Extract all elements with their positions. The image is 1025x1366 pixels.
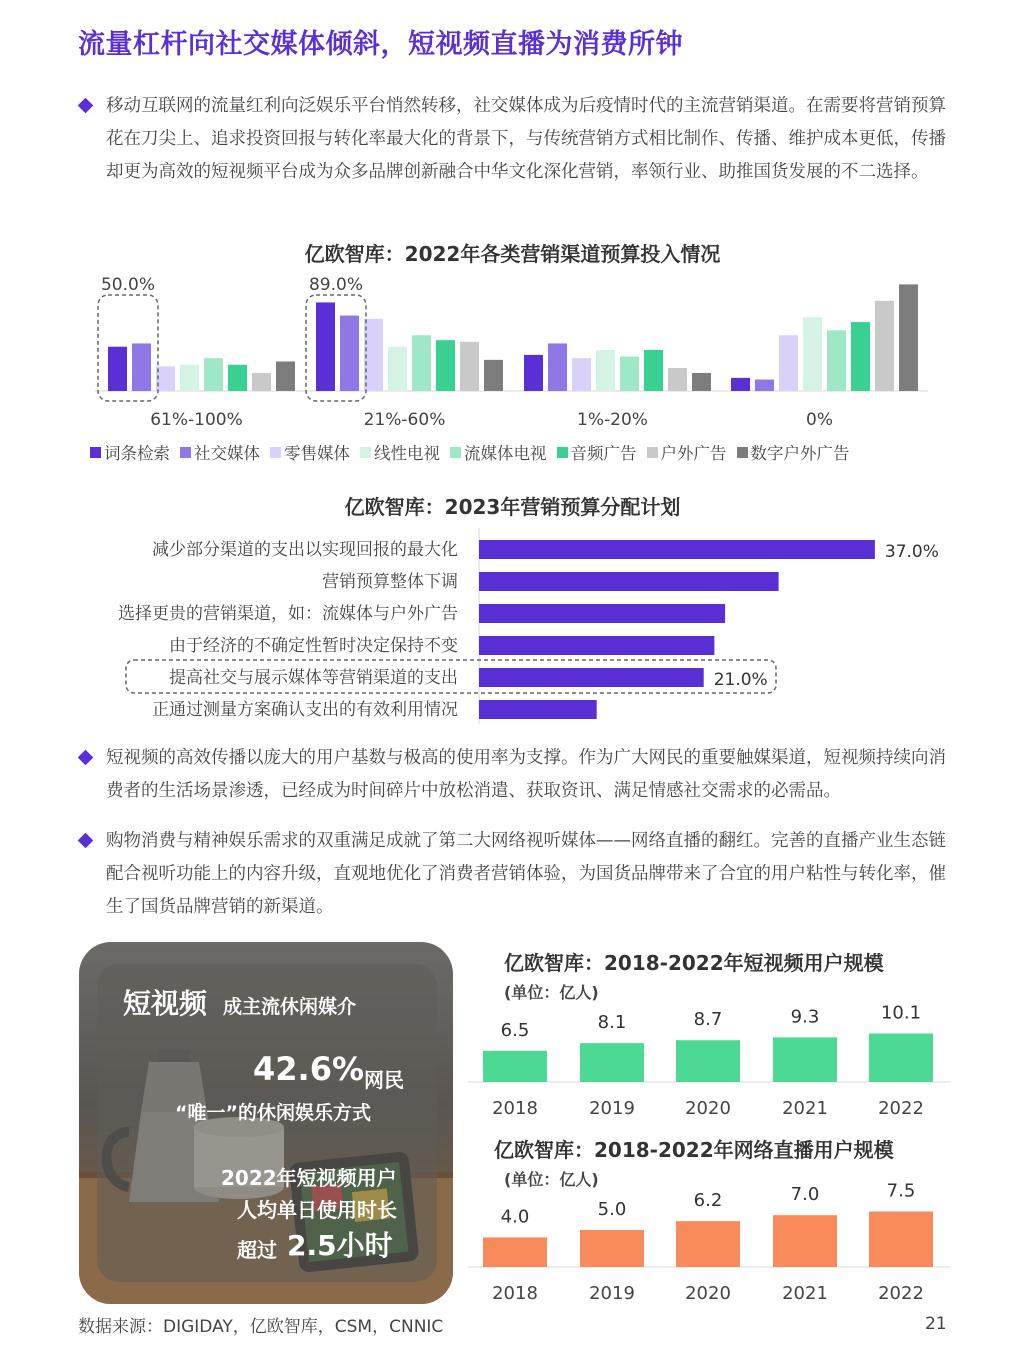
small-chart-bar	[869, 1212, 933, 1268]
small-chart-category-label: 2018	[492, 1098, 538, 1119]
chart1-bar	[388, 347, 407, 391]
chart2-value-label: 37.0%	[884, 542, 939, 562]
chart1-bar	[779, 335, 798, 391]
chart1-legend-item	[647, 440, 727, 464]
chart1-annotation-label: 50.0%	[100, 275, 156, 295]
small-chart-category-label: 2018	[492, 1283, 538, 1304]
legend-swatch	[737, 447, 748, 458]
small-chart-bar	[483, 1051, 547, 1082]
paragraph-2	[80, 742, 948, 808]
legend-swatch	[647, 447, 658, 458]
bullet-diamond-icon	[78, 98, 94, 114]
legend-swatch	[90, 447, 101, 458]
paragraph-3	[80, 825, 948, 924]
small-chart-category-label: 2019	[589, 1283, 635, 1304]
photo-card	[79, 942, 453, 1304]
legend-label: 词条检索	[104, 444, 170, 463]
chart1-bar	[803, 317, 822, 391]
legend-swatch	[270, 447, 281, 458]
paragraph-1	[80, 90, 948, 189]
chart2-category-label: 营销预算整体下调	[322, 572, 458, 592]
chart1-bar	[484, 360, 503, 391]
legend-label: 零售媒体	[284, 444, 350, 463]
legend-swatch	[450, 447, 461, 458]
chart1-bar	[364, 319, 383, 391]
small-chart-value-label: 9.3	[790, 1006, 820, 1028]
chart1-category-label: 1%-20%	[577, 410, 648, 430]
paragraph-3-text: 购物消费与精神娱乐需求的双重满足成就了第二大网络视听媒体——网络直播的翻红。完善的直播产业生态链配合视听功能上的内容升级，直观地优化了消费者营销体验，为国货品牌带来了合宜的用户粘性与转化率，催生了国货品牌营销的新渠道。	[106, 831, 946, 917]
chart1-bar	[668, 368, 687, 391]
legend-label: 音频广告	[570, 444, 637, 463]
chart2-category-label: 提高社交与展示媒体等营销渠道的支出	[169, 668, 458, 688]
photo-heading-big: 短视频	[123, 987, 208, 1020]
chart2-category-label: 选择更贵的营销渠道，如：流媒体与户外广告	[118, 604, 458, 624]
chart1-bar	[755, 380, 774, 391]
chart1-legend	[90, 440, 850, 464]
legend-swatch	[360, 447, 371, 458]
photo-stat-desc: “唯一”的休闲娱乐方式	[175, 1102, 371, 1124]
small-chart-bar	[580, 1043, 644, 1082]
chart1-legend-item	[360, 440, 440, 464]
chart1-bar	[731, 378, 750, 391]
chart1-bar	[228, 365, 247, 391]
small-chart-value-label: 8.7	[693, 1009, 723, 1031]
page-number: 21	[925, 1314, 947, 1334]
chart2-value-label: 21.0%	[713, 670, 768, 690]
small-chart-value-label: 8.1	[597, 1012, 627, 1034]
small-chart-bar	[869, 1034, 933, 1082]
photo-stat-value: 42.6%	[253, 1050, 365, 1088]
chart1-bar	[620, 357, 639, 391]
chart1-bar	[596, 350, 615, 391]
photo-line-3-prefix: 超过	[237, 1238, 277, 1262]
chart2-category-label: 由于经济的不确定性暂时决定保持不变	[169, 636, 458, 656]
paragraph-2-text: 短视频的高效传播以庞大的用户基数与极高的使用率为支撑。作为广大网民的重要触媒渠道，短视频持续向消费者的生活场景渗透，已经成为时间碎片中放松消遣、获取资讯、满足情感社交需求的必需品。	[106, 748, 946, 801]
data-source-footer: 数据来源：DIGIDAY，亿欧智库，CSM，CNNIC	[78, 1317, 444, 1337]
photo-line-2: 人均单日使用时长	[237, 1198, 397, 1222]
chart1-category-label: 61%-100%	[150, 410, 243, 430]
small-chart-bar	[676, 1221, 740, 1267]
photo-line-3-value: 2.5小时	[287, 1229, 393, 1262]
chart1-bar	[412, 335, 431, 391]
chart1-bar	[204, 358, 223, 391]
small-chart-value-label: 10.1	[880, 1002, 922, 1024]
chart1-bar	[572, 358, 591, 391]
chart1-bar	[851, 322, 870, 391]
chart2-bar	[479, 700, 597, 719]
legend-swatch	[180, 447, 191, 458]
small-chart-bar	[773, 1215, 837, 1267]
photo-heading-small: 成主流休闲媒介	[223, 996, 357, 1018]
page-title: 流量杠杆向社交媒体倾斜，短视频直播为消费所钟	[78, 29, 683, 60]
chart1-legend-item	[737, 440, 850, 464]
chart1-bar	[436, 340, 455, 391]
chart1-bar	[899, 284, 918, 391]
chart1-category-label: 0%	[806, 410, 833, 430]
chart3-title: 亿欧智库：2018-2022年短视频用户规模	[504, 951, 884, 975]
chart2-bar	[479, 604, 725, 623]
chart1-bar	[180, 365, 199, 391]
chart1-svg	[0, 265, 1025, 437]
chart4-title: 亿欧智库：2018-2022年网络直播用户规模	[494, 1138, 894, 1162]
chart2-bar	[479, 668, 704, 687]
chart3-svg	[468, 995, 953, 1125]
small-chart-category-label: 2020	[685, 1283, 731, 1304]
small-chart-bar	[773, 1037, 837, 1082]
chart2-category-label: 正通过测量方案确认支出的有效利用情况	[152, 700, 458, 720]
chart1-bar	[276, 361, 295, 391]
small-chart-category-label: 2021	[782, 1098, 828, 1119]
chart1-bar	[108, 347, 127, 391]
photo-stat-unit: 网民	[364, 1068, 404, 1092]
legend-label: 线性电视	[374, 444, 440, 463]
chart2-category-label: 减少部分渠道的支出以实现回报的最大化	[152, 540, 458, 560]
small-chart-value-label: 5.0	[597, 1199, 627, 1220]
chart1-legend-item	[180, 440, 260, 464]
small-chart-value-label: 7.5	[886, 1180, 916, 1202]
small-chart-category-label: 2022	[878, 1283, 924, 1304]
chart3-unit: (单位：亿人)	[504, 983, 599, 1002]
chart1-title: 亿欧智库：2022年各类营销渠道预算投入情况	[304, 242, 721, 266]
chart2-svg	[0, 528, 1025, 728]
chart2-bar	[479, 572, 779, 591]
chart1-bar	[252, 373, 271, 391]
small-chart-category-label: 2022	[878, 1098, 924, 1119]
chart1-bar	[827, 330, 846, 391]
small-chart-value-label: 6.2	[693, 1190, 723, 1212]
chart1-legend-item	[450, 440, 547, 464]
small-chart-category-label: 2019	[589, 1098, 635, 1119]
small-chart-value-label: 7.0	[790, 1184, 820, 1206]
photo-line-1: 2022年短视频用户	[221, 1166, 397, 1190]
chart1-bar	[132, 343, 151, 391]
small-chart-category-label: 2021	[782, 1283, 828, 1304]
chart1-bar	[644, 350, 663, 391]
legend-label: 户外广告	[660, 444, 727, 463]
chart1-bar	[460, 342, 479, 391]
chart1-category-label: 21%-60%	[363, 410, 446, 430]
chart1-bar	[548, 343, 567, 391]
chart2-title: 亿欧智库：2023年营销预算分配计划	[344, 495, 681, 519]
chart1-bar	[340, 316, 359, 391]
chart1-legend-item	[90, 440, 170, 464]
small-chart-bar	[580, 1230, 644, 1267]
paragraph-1-text: 移动互联网的流量红利向泛娱乐平台悄然转移，社交媒体成为后疫情时代的主流营销渠道。在需要将营销预算花在刀尖上、追求投资回报与转化率最大化的背景下，与传统营销方式相比制作、传播、维护成本更低，传播却更为高效的短视频平台成为众多品牌创新融合中华文化深化营销，率领行业、助推国货发展的不二选择。	[106, 96, 946, 182]
legend-label: 数字户外广告	[750, 444, 850, 463]
chart1-bar	[524, 355, 543, 391]
bullet-diamond-icon	[78, 750, 94, 766]
small-chart-value-label: 6.5	[500, 1019, 530, 1041]
chart1-bar	[156, 366, 175, 391]
small-chart-bar	[676, 1040, 740, 1082]
legend-label: 流媒体电视	[464, 444, 547, 463]
chart4-unit: (单位：亿人)	[504, 1170, 599, 1189]
chart1-legend-item	[270, 440, 350, 464]
chart1-bar	[692, 373, 711, 391]
bullet-diamond-icon	[78, 833, 94, 849]
small-chart-category-label: 2020	[685, 1098, 731, 1119]
small-chart-bar	[483, 1237, 547, 1267]
legend-label: 社交媒体	[194, 444, 260, 463]
chart1-bar	[875, 301, 894, 391]
small-chart-value-label: 4.0	[500, 1206, 530, 1228]
chart1-legend-item	[557, 440, 637, 464]
chart2-bar	[479, 540, 875, 559]
legend-swatch	[557, 447, 568, 458]
chart4-svg	[468, 1175, 953, 1310]
chart1-bar	[316, 302, 335, 391]
chart2-bar	[479, 636, 714, 655]
chart1-annotation-label: 89.0%	[308, 275, 364, 295]
